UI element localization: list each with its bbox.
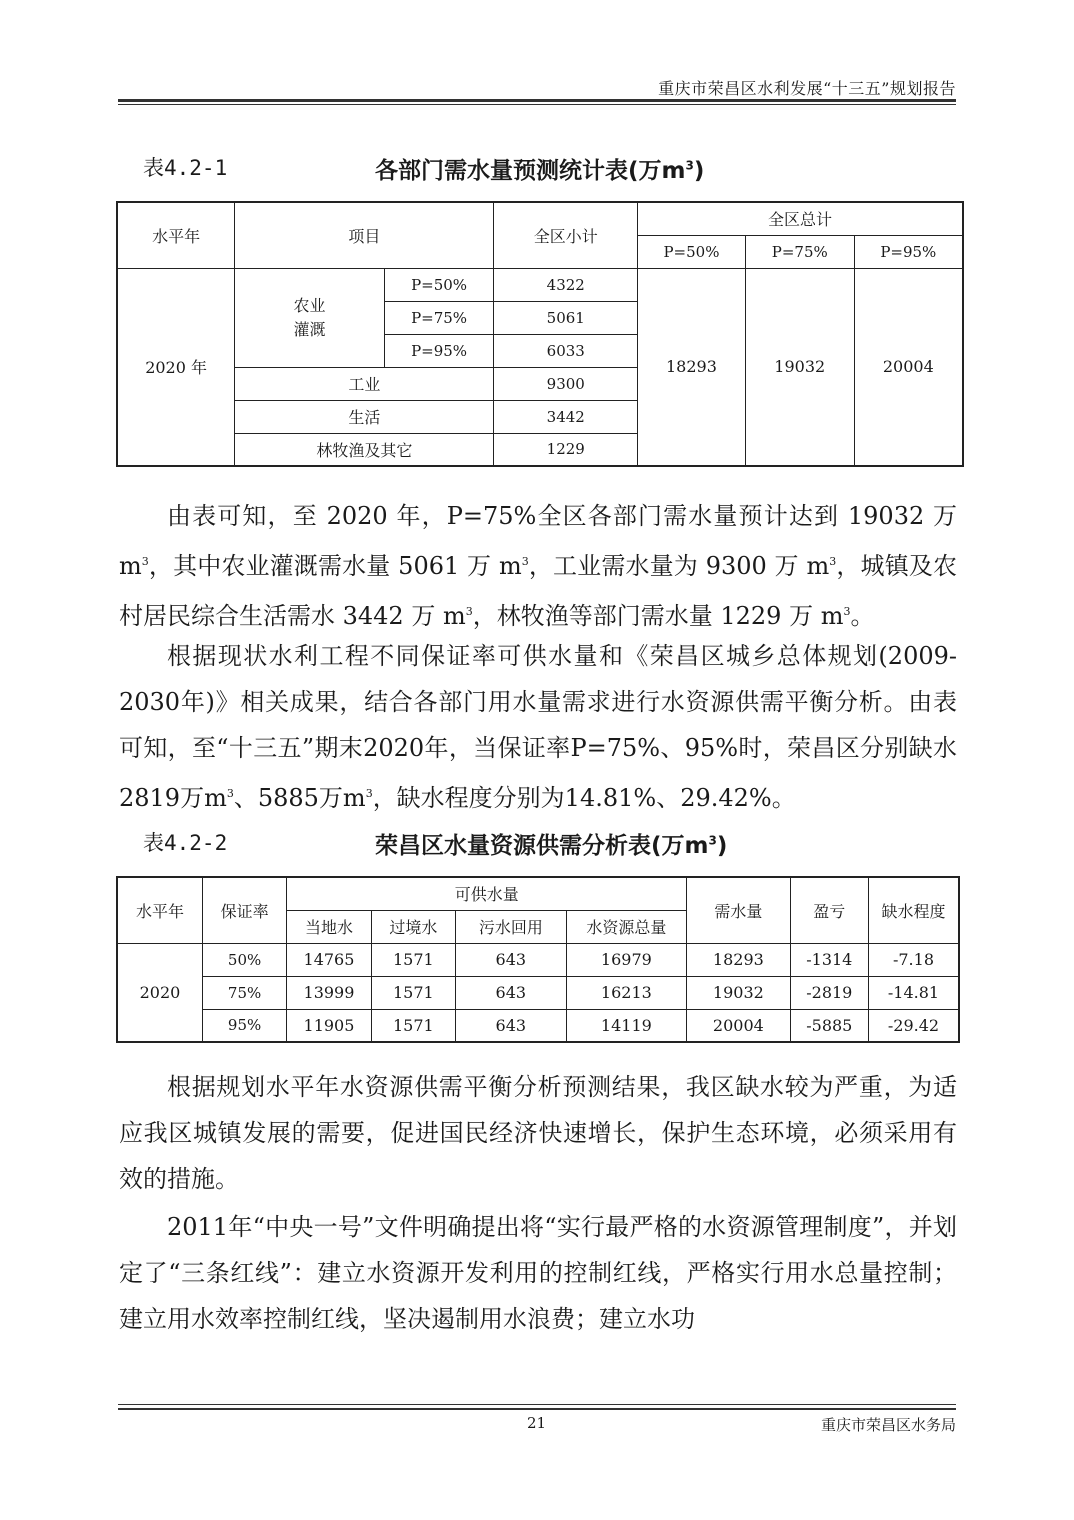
year-cell: 2020 年 — [117, 268, 235, 466]
page-number: 21 — [527, 1414, 547, 1432]
header-shortage: 缺水程度 — [868, 877, 959, 943]
table1-title: 各部门需水量预测统计表(万$m^3$) — [375, 158, 705, 184]
rate-cell: 75% — [202, 976, 286, 1009]
table2-title: 荣昌区水量资源供需分析表(万$m^3$) — [375, 833, 728, 859]
water-demand-forecast-table — [116, 201, 964, 467]
footer-rule — [118, 1408, 956, 1410]
header-reuse: 污水回用 — [456, 910, 567, 943]
water-supply-demand-table — [116, 876, 960, 1043]
agri-value-cell: 4322 — [494, 268, 638, 301]
local-cell: 14765 — [287, 943, 371, 976]
local-cell: 13999 — [287, 976, 371, 1009]
header-supply: 可供水量 — [287, 877, 687, 910]
header-rule-thin — [118, 104, 956, 105]
header-p75: P=75% — [745, 235, 854, 268]
transit-cell: 1571 — [371, 1009, 455, 1042]
sector-label-cell: 生活 — [235, 400, 494, 433]
transit-cell: 1571 — [371, 943, 455, 976]
table1-caption — [143, 152, 963, 186]
demand-cell: 20004 — [687, 1009, 790, 1042]
agri-p-cell: P=95% — [384, 334, 494, 367]
paragraph-supply-demand-analysis: 根据现状水利工程不同保证率可供水量和《荣昌区城乡总体规划(2009-2030年)》相关成果，结合各部门用水量需求进行水资源供需平衡分析。由表可知，至“十三五”期末2020年，当保证率P=75%、95%时，荣昌区分别缺水2819万$m^3$、5885万$m^3$，缺水程度分别为14.81%、29.42%。 — [119, 642, 957, 812]
balance-cell: -2819 — [790, 976, 868, 1009]
rate-cell: 95% — [202, 1009, 286, 1042]
total-p50-cell: 18293 — [638, 268, 746, 466]
local-cell: 11905 — [287, 1009, 371, 1042]
table-row — [117, 976, 959, 1009]
rate-cell: 50% — [202, 943, 286, 976]
agri-value-cell: 6033 — [494, 334, 638, 367]
agri-p-cell: P=75% — [384, 301, 494, 334]
table2-caption — [143, 827, 963, 861]
sector-label-cell: 林牧渔及其它 — [235, 433, 494, 466]
reuse-cell: 643 — [456, 976, 567, 1009]
total-p95-cell: 20004 — [854, 268, 963, 466]
header-p50: P=50% — [638, 235, 746, 268]
balance-cell: -1314 — [790, 943, 868, 976]
table-row — [117, 943, 959, 976]
demand-cell: 18293 — [687, 943, 790, 976]
transit-cell: 1571 — [371, 976, 455, 1009]
sector-value-cell: 1229 — [494, 433, 638, 466]
table2-number: 表4.2-2 — [143, 831, 228, 855]
header-title: 重庆市荣昌区水利发展“十三五”规划报告 — [658, 79, 956, 98]
shortage-cell: -7.18 — [868, 943, 959, 976]
header-sum: 水资源总量 — [566, 910, 687, 943]
demand-cell: 19032 — [687, 976, 790, 1009]
year-cell: 2020 — [117, 943, 202, 1042]
header-demand: 需水量 — [687, 877, 790, 943]
sector-label-cell: 工业 — [235, 367, 494, 400]
balance-cell: -5885 — [790, 1009, 868, 1042]
header-year: 水平年 — [117, 877, 202, 943]
header-subtotal: 全区小计 — [494, 202, 638, 268]
header-balance: 盈亏 — [790, 877, 868, 943]
agri-value-cell: 5061 — [494, 301, 638, 334]
agri-label: 农业 灌溉 — [235, 268, 384, 367]
shortage-cell: -29.42 — [868, 1009, 959, 1042]
footer-org: 重庆市荣昌区水务局 — [820, 1416, 956, 1434]
header-rate: 保证率 — [202, 877, 286, 943]
sum-cell: 16213 — [566, 976, 687, 1009]
header-transit: 过境水 — [371, 910, 455, 943]
paragraph-three-red-lines: 2011年“中央一号”文件明确提出将“实行最严格的水资源管理制度”，并划定了“三条红线”：建立水资源开发利用的控制红线，严格实行用水总量控制；建立用水效率控制红线，坚决遏制用水浪费；建立水功 — [119, 1213, 957, 1333]
footer-rule-thin — [118, 1404, 956, 1405]
reuse-cell: 643 — [456, 943, 567, 976]
sector-value-cell: 9300 — [494, 367, 638, 400]
total-p75-cell: 19032 — [745, 268, 854, 466]
paragraph-demand-summary: 由表可知，至 2020 年，P=75%全区各部门需水量预计达到 19032 万 $m^3$，其中农业灌溉需水量 5061 万 $m^3$，工业需水量为 9300 万 $m^3$，城镇及农村居民综合生活需水 3442 万 $m^3$，林牧渔等部门需水量 1229 万 $m^3$。 — [119, 502, 957, 630]
table-row — [117, 1009, 959, 1042]
sector-value-cell: 3442 — [494, 400, 638, 433]
sum-cell: 14119 — [566, 1009, 687, 1042]
agri-p-cell: P=50% — [384, 268, 494, 301]
reuse-cell: 643 — [456, 1009, 567, 1042]
header-total: 全区总计 — [638, 202, 963, 235]
shortage-cell: -14.81 — [868, 976, 959, 1009]
paragraph-shortage-conclusion: 根据规划水平年水资源供需平衡分析预测结果，我区缺水较为严重，为适应我区城镇发展的需要，促进国民经济快速增长，保护生态环境，必须采用有效的措施。 — [119, 1073, 957, 1193]
header-p95: P=95% — [854, 235, 963, 268]
header-item: 项目 — [235, 202, 494, 268]
header-local: 当地水 — [287, 910, 371, 943]
sum-cell: 16979 — [566, 943, 687, 976]
header-year: 水平年 — [117, 202, 235, 268]
table1-number: 表4.2-1 — [143, 156, 228, 180]
header-rule — [118, 99, 956, 102]
